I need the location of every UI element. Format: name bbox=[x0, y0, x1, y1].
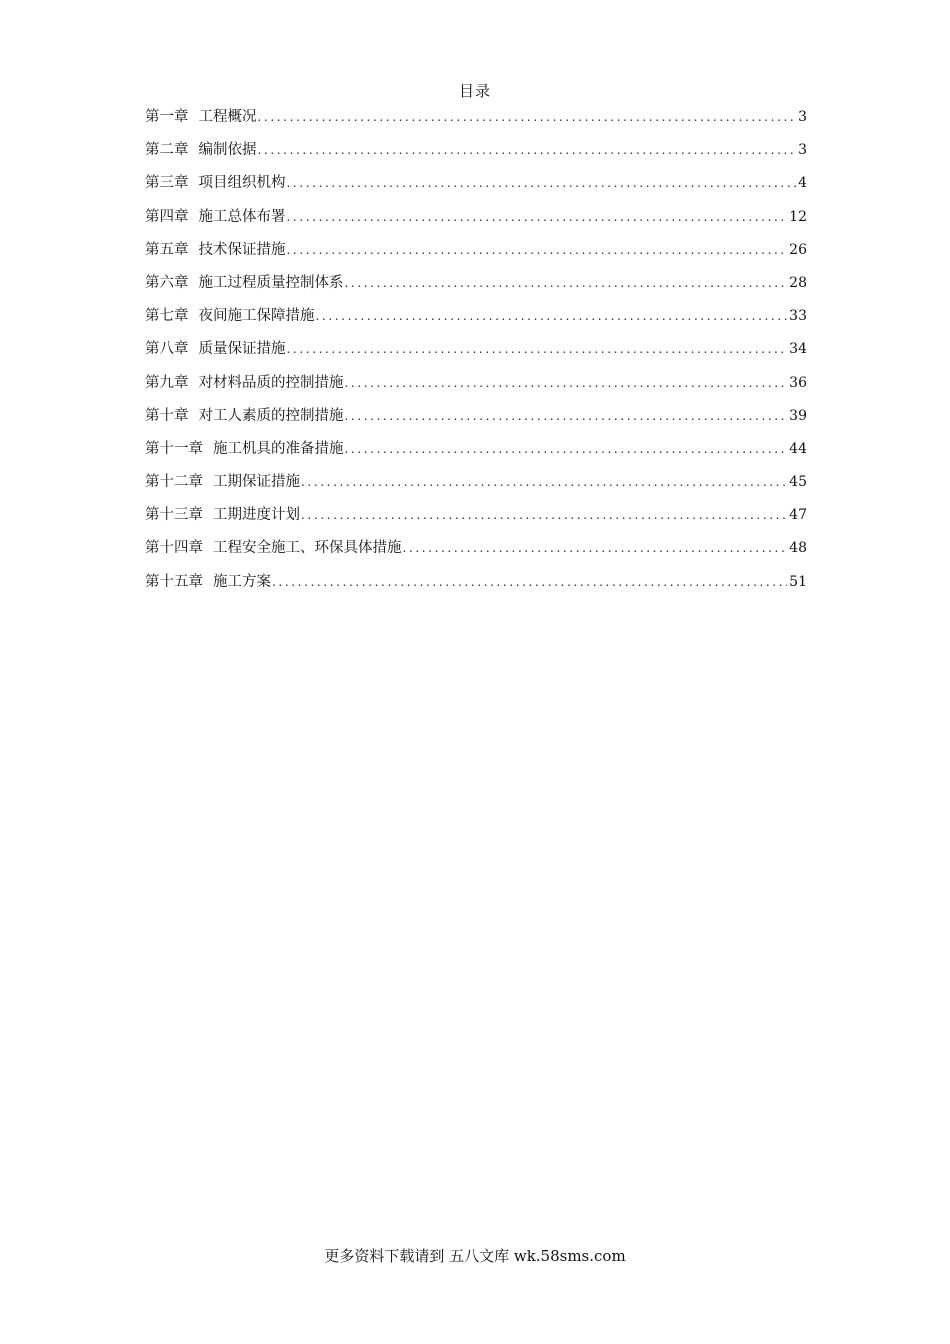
toc-dot-leader bbox=[345, 438, 788, 460]
toc-chapter-title: 质量保证措施 bbox=[198, 341, 286, 358]
toc-chapter-number: 第十一章 bbox=[145, 440, 203, 457]
toc-entry[interactable] bbox=[145, 537, 807, 570]
toc-dot-leader bbox=[287, 239, 788, 261]
toc-page-number: 26 bbox=[789, 241, 807, 258]
toc-page-number: 28 bbox=[789, 274, 807, 291]
table-of-contents bbox=[145, 106, 807, 604]
toc-chapter-number: 第四章 bbox=[145, 208, 189, 225]
toc-chapter-number: 第八章 bbox=[145, 341, 189, 358]
toc-page-number: 39 bbox=[789, 407, 807, 424]
toc-dot-leader bbox=[316, 305, 788, 327]
toc-chapter-title: 工程安全施工、环保具体措施 bbox=[213, 540, 402, 557]
toc-chapter-title: 施工过程质量控制体系 bbox=[198, 274, 344, 291]
toc-chapter-number: 第二章 bbox=[145, 142, 189, 159]
toc-dot-leader bbox=[345, 272, 788, 294]
toc-dot-leader bbox=[403, 537, 788, 559]
toc-chapter-title: 施工机具的准备措施 bbox=[213, 440, 344, 457]
toc-page-number: 36 bbox=[789, 374, 807, 391]
toc-page-number: 4 bbox=[798, 175, 807, 192]
toc-chapter-number: 第十三章 bbox=[145, 507, 203, 524]
toc-chapter-title: 施工方案 bbox=[213, 573, 271, 590]
toc-entry[interactable] bbox=[145, 471, 807, 504]
toc-chapter-title: 施工总体布署 bbox=[198, 208, 286, 225]
toc-chapter-number: 第六章 bbox=[145, 274, 189, 291]
toc-chapter-title: 对材料品质的控制措施 bbox=[198, 374, 344, 391]
toc-entry[interactable] bbox=[145, 571, 807, 604]
toc-entry[interactable] bbox=[145, 438, 807, 471]
toc-entry[interactable] bbox=[145, 206, 807, 239]
toc-dot-leader bbox=[287, 172, 797, 194]
toc-dot-leader bbox=[258, 106, 797, 128]
toc-chapter-title: 对工人素质的控制措施 bbox=[198, 407, 344, 424]
toc-dot-leader bbox=[301, 471, 787, 493]
toc-chapter-number: 第十二章 bbox=[145, 474, 203, 491]
toc-entry[interactable] bbox=[145, 139, 807, 172]
toc-page-number: 45 bbox=[789, 474, 807, 491]
toc-chapter-number: 第七章 bbox=[145, 308, 189, 325]
toc-dot-leader bbox=[258, 139, 797, 161]
toc-page-number: 44 bbox=[789, 440, 807, 457]
toc-dot-leader bbox=[301, 504, 787, 526]
toc-entry[interactable] bbox=[145, 504, 807, 537]
toc-chapter-title: 编制依据 bbox=[198, 142, 257, 159]
toc-dot-leader bbox=[287, 338, 788, 360]
toc-dot-leader bbox=[272, 571, 787, 593]
toc-chapter-title: 项目组织机构 bbox=[198, 175, 286, 192]
toc-chapter-number: 第十四章 bbox=[145, 540, 203, 557]
toc-entry[interactable] bbox=[145, 372, 807, 405]
toc-page-number: 47 bbox=[789, 507, 807, 524]
toc-entry[interactable] bbox=[145, 172, 807, 205]
toc-chapter-number: 第十章 bbox=[145, 407, 189, 424]
toc-dot-leader bbox=[345, 372, 788, 394]
toc-chapter-number: 第三章 bbox=[145, 175, 189, 192]
toc-chapter-number: 第一章 bbox=[145, 109, 189, 125]
toc-chapter-number: 第九章 bbox=[145, 374, 189, 391]
toc-chapter-title: 工期进度计划 bbox=[213, 507, 300, 524]
toc-dot-leader bbox=[345, 405, 788, 427]
toc-chapter-title: 夜间施工保障措施 bbox=[198, 308, 315, 325]
toc-entry[interactable] bbox=[145, 272, 807, 305]
toc-entry[interactable] bbox=[145, 239, 807, 272]
toc-chapter-number: 第十五章 bbox=[145, 573, 203, 590]
toc-page-number: 33 bbox=[789, 308, 807, 325]
toc-chapter-title: 技术保证措施 bbox=[198, 241, 286, 258]
toc-chapter-number: 第五章 bbox=[145, 241, 189, 258]
toc-page-number: 3 bbox=[798, 109, 807, 125]
toc-page-number: 51 bbox=[789, 573, 807, 590]
toc-page-number: 34 bbox=[789, 341, 807, 358]
toc-page-number: 48 bbox=[789, 540, 807, 557]
toc-entry[interactable] bbox=[145, 305, 807, 338]
toc-entry[interactable] bbox=[145, 405, 807, 438]
toc-entry[interactable] bbox=[145, 106, 807, 139]
toc-chapter-title: 工期保证措施 bbox=[213, 474, 300, 491]
toc-page-number: 12 bbox=[789, 208, 807, 225]
toc-page-number: 3 bbox=[798, 142, 807, 159]
toc-title: 目录 bbox=[458, 82, 491, 100]
page-footer: 更多资料下载请到 五八文库 wk.58sms.com bbox=[324, 1247, 626, 1265]
toc-dot-leader bbox=[287, 206, 788, 228]
toc-chapter-title: 工程概况 bbox=[198, 109, 257, 125]
toc-entry[interactable] bbox=[145, 338, 807, 371]
